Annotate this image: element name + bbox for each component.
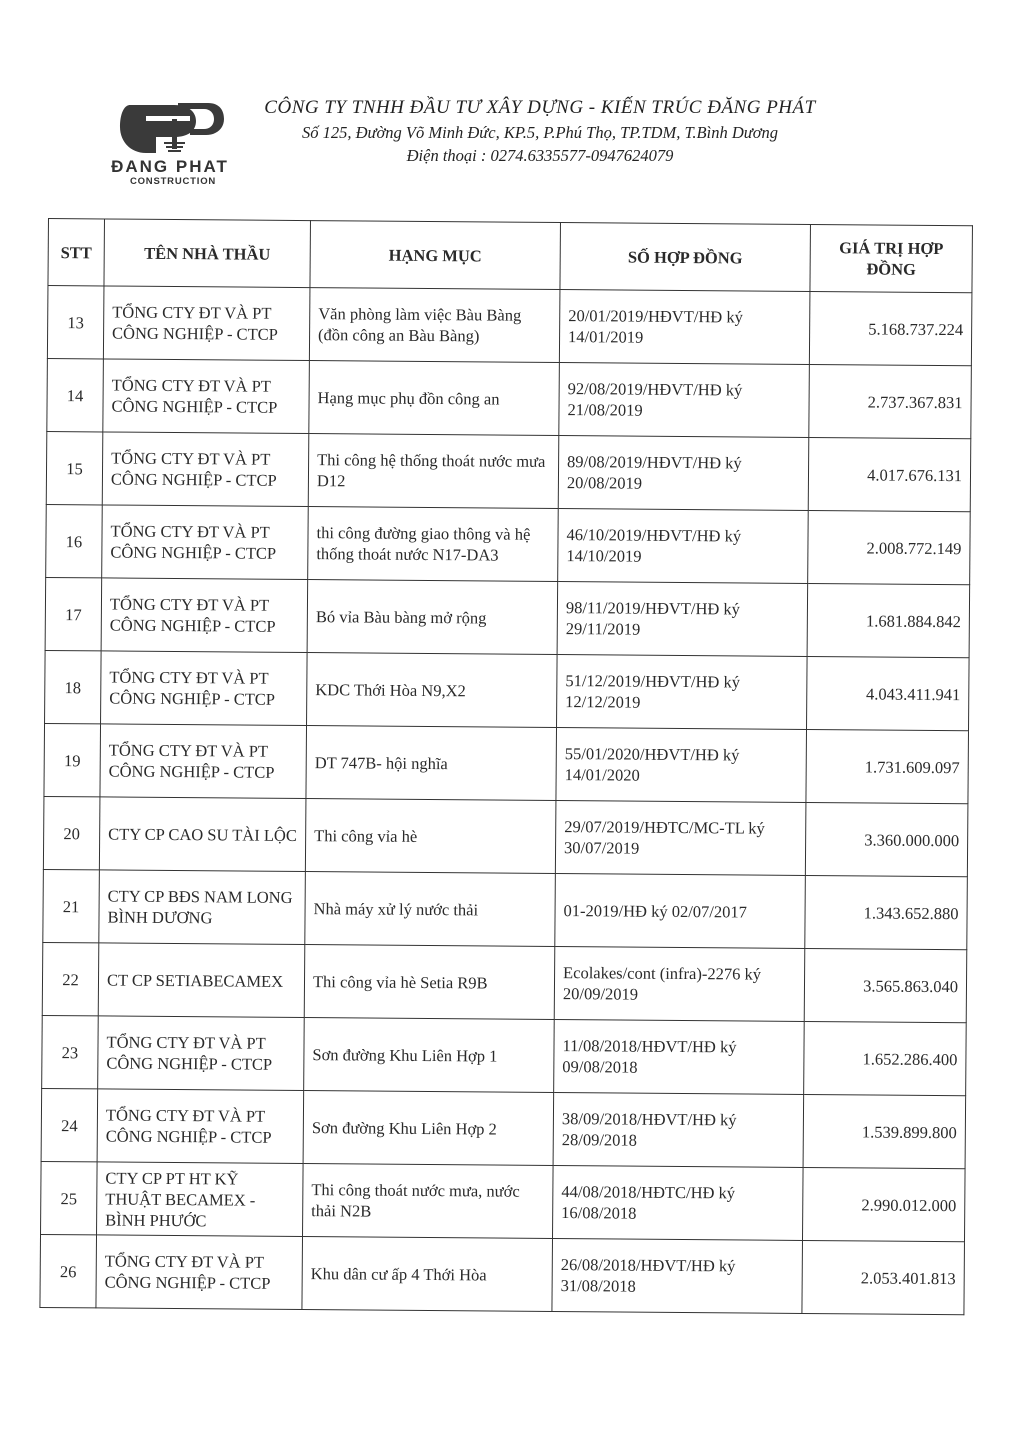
cell-contractor: CTY CP BĐS NAM LONG BÌNH DƯƠNG [99,870,306,945]
cell-contractor: CTY CP PT HT KỸ THUẬT BECAMEX - BÌNH PHƯỚC [97,1162,304,1237]
cell-item: Nhà máy xử lý nước thải [305,872,556,947]
cell-value: 2.053.401.813 [802,1240,965,1314]
cell-contract-no: 89/08/2019/HĐVT/HĐ ký 20/08/2019 [558,436,809,511]
table-row [45,577,970,657]
table-row [43,796,968,876]
cell-stt: 14 [47,358,104,431]
cell-contract-no: 55/01/2020/HĐVT/HĐ ký 14/01/2020 [556,728,807,803]
cell-value: 2.737.367.831 [809,364,972,438]
cell-item: Khu dân cư ấp 4 Thới Hòa [302,1237,553,1312]
cell-item: DT 747B- hội nghĩa [306,726,557,801]
cell-contractor: TỔNG CTY ĐT VÀ PT CÔNG NGHIỆP - CTCP [97,1089,304,1164]
table-row [47,286,972,366]
header-contractor: TÊN NHÀ THẦU [104,219,311,288]
cell-item: Thi công vỉa hè Setia R9B [304,945,555,1020]
header-stt: STT [48,219,105,286]
contracts-table [39,218,973,1315]
cell-contract-no: 01-2019/HĐ ký 02/07/2017 [555,874,806,949]
cell-contract-no: 98/11/2019/HĐVT/HĐ ký 29/11/2019 [557,582,808,657]
cell-contractor: TỔNG CTY ĐT VÀ PT CÔNG NGHIỆP - CTCP [100,724,307,799]
cell-item: thi công đường giao thông và hệ thống thoát nước N17-DA3 [308,507,559,582]
table-row [44,723,969,803]
cell-contract-no: 11/08/2018/HĐVT/HĐ ký 09/08/2018 [554,1020,805,1095]
table-row [45,650,970,730]
cell-contract-no: 29/07/2019/HĐTC/MC-TL ký 30/07/2019 [555,801,806,876]
cell-item: Thi công hệ thống thoát nước mưa D12 [308,434,559,509]
cell-item: Bó vỉa Bàu bàng mở rộng [307,580,558,655]
table-row [42,1015,967,1095]
cell-contract-no: 26/08/2018/HĐVT/HĐ ký 31/08/2018 [552,1238,803,1313]
header-value: GIÁ TRỊ HỢP ĐỒNG [810,224,973,292]
company-name: CÔNG TY TNHH ĐẦU TƯ XÂY DỰNG - KIẾN TRÚC ĐĂNG PHÁT [264,97,816,118]
cell-stt: 23 [42,1015,99,1088]
cell-contractor: TỔNG CTY ĐT VÀ PT CÔNG NGHIỆP - CTCP [103,286,310,361]
company-info [240,95,840,167]
cell-contract-no: 38/09/2018/HĐVT/HĐ ký 28/09/2018 [553,1092,804,1167]
cell-item: Hạng mục phụ đồn công an [309,361,560,436]
cell-item: Thi công vỉa hè [305,799,556,874]
cell-value: 2.008.772.149 [808,510,971,584]
table-row [47,358,972,438]
logo-subtext: CONSTRUCTION [129,176,217,187]
cell-value: 1.652.286.400 [804,1021,967,1095]
cell-contractor: TỔNG CTY ĐT VÀ PT CÔNG NGHIỆP - CTCP [96,1235,303,1310]
table-row [41,1088,966,1168]
logo-name: ĐANG PHAT [111,157,229,176]
cell-contractor: TỔNG CTY ĐT VÀ PT CÔNG NGHIỆP - CTCP [98,1016,305,1091]
cell-stt: 20 [43,796,100,869]
cell-item: Sơn đường Khu Liên Hợp 2 [303,1091,554,1166]
letterhead [110,95,870,195]
cell-value: 4.043.411.941 [807,656,970,730]
cell-stt: 17 [45,577,102,650]
company-phone: Điện thoại : 0274.6335577-0947624079 [406,146,674,165]
cell-stt: 22 [42,942,99,1015]
cell-item: Thi công thoát nước mưa, nước thải N2B [303,1164,554,1239]
cell-contractor: TỔNG CTY ĐT VÀ PT CÔNG NGHIỆP - CTCP [102,505,309,580]
cell-value: 1.343.652.880 [805,875,968,949]
cell-stt: 18 [45,650,102,723]
table-row [42,942,967,1022]
cell-contractor: CT CP SETIABECAMEX [98,943,305,1018]
cell-value: 1.731.609.097 [806,729,969,803]
cell-value: 2.990.012.000 [802,1167,965,1241]
cell-stt: 26 [40,1234,97,1307]
logo-emblem-icon [116,99,226,157]
cell-value: 3.360.000.000 [805,802,968,876]
cell-contract-no: 46/10/2019/HĐVT/HĐ ký 14/10/2019 [558,509,809,584]
cell-contract-no: Ecolakes/cont (infra)-2276 ký 20/09/2019 [554,947,805,1022]
table-row [41,1161,966,1241]
cell-stt: 16 [46,504,103,577]
cell-stt: 13 [47,286,104,359]
table-header-row [48,219,972,293]
cell-stt: 24 [41,1088,98,1161]
header-contract-no: SỐ HỢP ĐỒNG [560,223,811,292]
cell-value: 1.539.899.800 [803,1094,966,1168]
cell-contractor: TỔNG CTY ĐT VÀ PT CÔNG NGHIỆP - CTCP [103,359,310,434]
cell-contractor: CTY CP CAO SU TÀI LỘC [99,797,306,872]
table-row [40,1234,965,1314]
cell-contractor: TỔNG CTY ĐT VÀ PT CÔNG NGHIỆP - CTCP [101,578,308,653]
table-row [43,869,968,949]
cell-contractor: TỔNG CTY ĐT VÀ PT CÔNG NGHIỆP - CTCP [101,651,308,726]
cell-value: 1.681.884.842 [807,583,970,657]
cell-stt: 15 [46,431,103,504]
cell-contract-no: 20/01/2019/HĐVT/HĐ ký 14/01/2019 [559,290,810,365]
cell-contractor: TỔNG CTY ĐT VÀ PT CÔNG NGHIỆP - CTCP [102,432,309,507]
cell-value: 5.168.737.224 [809,291,972,365]
table-row [46,504,971,584]
company-address: Số 125, Đường Võ Minh Đức, KP.5, P.Phú Thọ, TP.TDM, T.Bình Dương [301,123,779,142]
cell-stt: 21 [43,869,100,942]
cell-value: 4.017.676.131 [808,437,971,511]
cell-item: Sơn đường Khu Liên Hợp 1 [304,1018,555,1093]
cell-contract-no: 51/12/2019/HĐVT/HĐ ký 12/12/2019 [557,655,808,730]
table-row [46,431,971,511]
cell-stt: 25 [41,1161,98,1234]
cell-item: KDC Thới Hòa N9,X2 [307,653,558,728]
cell-contract-no: 44/08/2018/HĐTC/HĐ ký 16/08/2018 [553,1165,804,1240]
cell-item: Văn phòng làm việc Bàu Bàng (đồn công an Bàu Bàng) [309,288,560,363]
cell-stt: 19 [44,723,101,796]
cell-value: 3.565.863.040 [804,948,967,1022]
company-logo [110,95,255,190]
cell-contract-no: 92/08/2019/HĐVT/HĐ ký 21/08/2019 [559,363,810,438]
header-item: HẠNG MỤC [310,221,561,290]
